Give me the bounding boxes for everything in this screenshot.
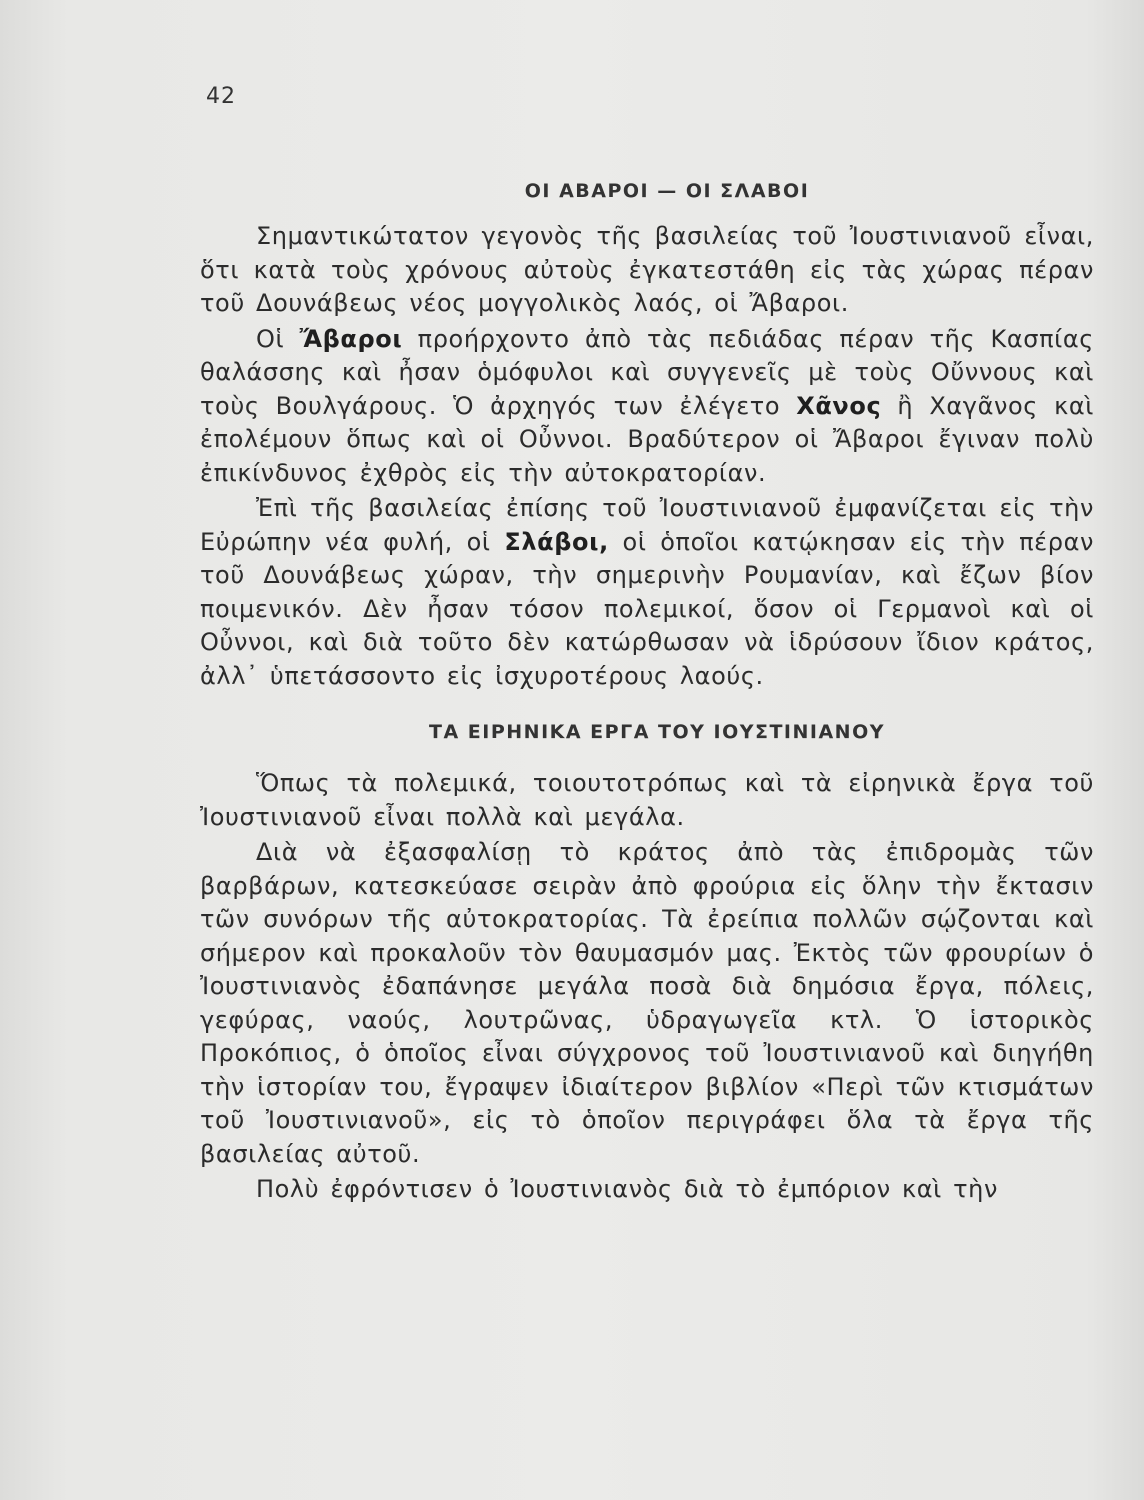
text-run: ἢ Χαγᾶνος καὶ ἐπολέμουν ὅπως καὶ οἱ Οὖννοι. Βραδύτερον οἱ Ἄβαροι ἔγιναν πολὺ ἐπικίνδυνος ἐχθρὸς εἰς τὴν αὐτοκρατορίαν. bbox=[200, 391, 1094, 487]
section-heading-peaceful-works: ΤΑ ΕΙΡΗΝΙΚΑ ΕΡΓΑ ΤΟΥ ΙΟΥΣΤΙΝΙΑΝΟΥ bbox=[429, 721, 885, 743]
page-number: 42 bbox=[206, 84, 236, 109]
text-run: Οἱ bbox=[256, 324, 300, 353]
paragraph-slavs bbox=[200, 492, 1094, 693]
text-run: οἱ ὁποῖοι κατῴκησαν εἰς τὴν πέραν τοῦ Δουνάβεως χώραν, τὴν σημερινὴν Ρουμανίαν, καὶ ἔζων βίον ποιμενικόν. Δὲν ἦσαν τόσον πολεμικοί, ὅσον οἱ Γερμανοὶ καὶ οἱ Οὖννοι, καὶ διὰ τοῦτο δὲν κατώρθωσαν νὰ ἱδρύσουν ἴδιον κράτος, ἀλλ᾽ ὑπετάσσοντο εἰς ἰσχυροτέρους λαούς. bbox=[200, 527, 1094, 690]
paragraph-avars-intro: Σημαντικώτατον γεγονὸς τῆς βασιλείας τοῦ Ἰουστινιανοῦ εἶναι, ὅτι κατὰ τοὺς χρόνους αὐτοὺς ἐγκατεστάθη εἰς τὰς χώρας πέραν τοῦ Δουνάβεως νέος μογγολικὸς λαός, οἱ Ἄβαροι. bbox=[200, 222, 1094, 317]
bold-term-chanos: Χᾶνος bbox=[796, 391, 882, 420]
section-heading-avars-slavs: ΟΙ ΑΒΑΡΟΙ — ΟΙ ΣΛΑΒΟΙ bbox=[524, 180, 810, 202]
bold-term-avaroi: Ἄβαροι bbox=[299, 324, 403, 353]
page-body bbox=[200, 180, 1094, 1209]
text-run: Ἐπὶ τῆς βασιλείας ἐπίσης τοῦ Ἰουστινιανοῦ ἐμφανίζεται εἰς τὴν Εὐρώπην νέα φυλή, οἱ bbox=[200, 494, 1094, 556]
paragraph-works-intro: Ὅπως τὰ πολεμικά, τοιουτοτρόπως καὶ τὰ εἰρηνικὰ ἔργα τοῦ Ἰουστινιανοῦ εἶναι πολλὰ καὶ μεγάλα. bbox=[200, 769, 1094, 831]
paragraph-avars-origin bbox=[200, 323, 1094, 491]
bold-term-slavoi: Σλάβοι, bbox=[504, 527, 609, 556]
text-run: προήρχοντο ἀπὸ τὰς πεδιάδας πέραν τῆς Κασπίας θαλάσσης καὶ ἦσαν ὁμόφυλοι καὶ συγγενεῖς μὲ τοὺς Οὔννους καὶ τοὺς Βουλγάρους. Ὁ ἀρχηγός των ἐλέγετο bbox=[200, 324, 1094, 420]
paragraph-fortresses: Διὰ νὰ ἐξασφαλίσῃ τὸ κράτος ἀπὸ τὰς ἐπιδρομὰς τῶν βαρβάρων, κατεσκεύασε σειρὰν ἀπὸ φρούρια εἰς ὅλην τὴν ἔκτασιν τῶν συνόρων τῆς αὐτοκρατορίας. Τὰ ἐρείπια πολλῶν σῴζονται καὶ σήμερον καὶ προκαλοῦν τὸν θαυμασμόν μας. Ἐκτὸς τῶν φρουρίων ὁ Ἰουστινιανὸς ἐδαπάνησε μεγάλα ποσὰ διὰ δημόσια ἔργα, πόλεις, γεφύρας, ναούς, λουτρῶνας, ὑδραγωγεῖα κτλ. Ὁ ἱστορικὸς Προκόπιος, ὁ ὁποῖος εἶναι σύγχρονος τοῦ Ἰουστινιανοῦ καὶ διηγήθη τὴν ἱστορίαν του, ἔγραψεν ἰδιαίτερον βιβλίον «Περὶ τῶν κτισμάτων τοῦ Ἰουστινιανοῦ», εἰς τὸ ὁποῖον περιγράφει ὅλα τὰ ἔργα τῆς βασιλείας αὐτοῦ. bbox=[200, 838, 1094, 1168]
paragraph-commerce: Πολὺ ἐφρόντισεν ὁ Ἰουστινιανὸς διὰ τὸ ἐμπόριον καὶ τὴν bbox=[256, 1175, 998, 1203]
